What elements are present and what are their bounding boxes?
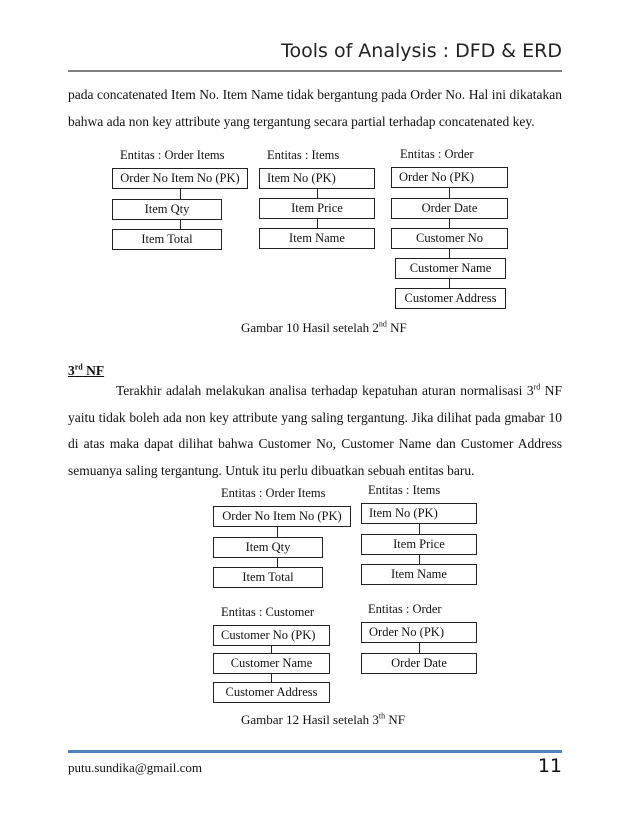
field-box: Item Qty — [213, 537, 323, 558]
field-box: Item No (PK) — [361, 503, 477, 524]
field-box: Order Date — [391, 198, 508, 219]
field-box: Customer No — [391, 228, 508, 249]
field-box: Item Qty — [112, 199, 222, 220]
paragraph-3rd-nf: Terakhir adalah melakukan analisa terhadap kepatuhan aturan normalisasi 3rd NF yaitu tidak boleh ada non key attribute yang saling tergantung. Jika dilihat pada gmabar 10 di atas maka dapat dilihat bahwa Customer No, Customer Name dan Customer Address semuanya saling tergantung. Untuk itu perlu dibuatkan sebuah entitas baru. — [68, 382, 562, 478]
connector-line — [449, 188, 450, 198]
connector-line — [449, 249, 450, 258]
connector-line — [419, 555, 420, 564]
connector-line — [277, 527, 278, 537]
field-box: Item Total — [213, 567, 323, 588]
field-box: Item Name — [259, 228, 375, 249]
connector-line — [271, 646, 272, 653]
figure-caption: Gambar 10 Hasil setelah 2nd NF — [241, 319, 407, 335]
entity-label-order-items: Entitas : Order Items — [120, 148, 225, 162]
field-box: Item Total — [112, 229, 222, 250]
connector-line — [449, 219, 450, 228]
connector-line — [277, 558, 278, 567]
field-box: Customer Name — [213, 653, 330, 674]
paragraph-intro: pada concatenated Item No. Item Name tidak bergantung pada Order No. Hal ini dikatakan bahwa ada non key attribute yang tergantung secara partial terhadap concatenated key. — [68, 87, 562, 129]
field-box: Customer Address — [213, 682, 330, 703]
field-box: Order No Item No (PK) — [112, 168, 248, 189]
connector-line — [180, 189, 181, 199]
footer-rule — [68, 750, 562, 753]
field-box: Item No (PK) — [259, 168, 375, 189]
entity-label-order-items: Entitas : Order Items — [221, 486, 326, 500]
field-box: Item Name — [361, 564, 477, 585]
field-box: Customer Address — [395, 288, 506, 309]
field-box: Item Price — [361, 534, 477, 555]
field-box: Customer Name — [395, 258, 506, 279]
field-box: Order Date — [361, 653, 477, 674]
connector-line — [271, 674, 272, 682]
connector-line — [419, 643, 420, 653]
connector-line — [449, 279, 450, 288]
section-heading-3rd-nf: 3rd NF — [68, 362, 105, 378]
connector-line — [317, 219, 318, 228]
field-box: Order No (PK) — [391, 167, 508, 188]
page-number: 11 — [537, 755, 562, 777]
field-box: Customer No (PK) — [213, 625, 330, 646]
entity-label-items: Entitas : Items — [267, 148, 340, 162]
entity-label-items: Entitas : Items — [368, 483, 441, 497]
entity-label-customer: Entitas : Customer — [221, 605, 315, 619]
connector-line — [317, 189, 318, 198]
field-box: Order No (PK) — [361, 622, 477, 643]
field-box: Order No Item No (PK) — [213, 506, 351, 527]
page-header-title: Tools of Analysis : DFD & ERD — [281, 40, 562, 62]
entity-label-order: Entitas : Order — [368, 602, 442, 616]
footer-email: putu.sundika@gmail.com — [68, 760, 203, 775]
connector-line — [180, 220, 181, 229]
field-box: Item Price — [259, 198, 375, 219]
connector-line — [419, 524, 420, 534]
figure-caption: Gambar 12 Hasil setelah 3th NF — [241, 711, 406, 727]
header-rule — [68, 70, 562, 72]
entity-label-order: Entitas : Order — [400, 147, 474, 161]
